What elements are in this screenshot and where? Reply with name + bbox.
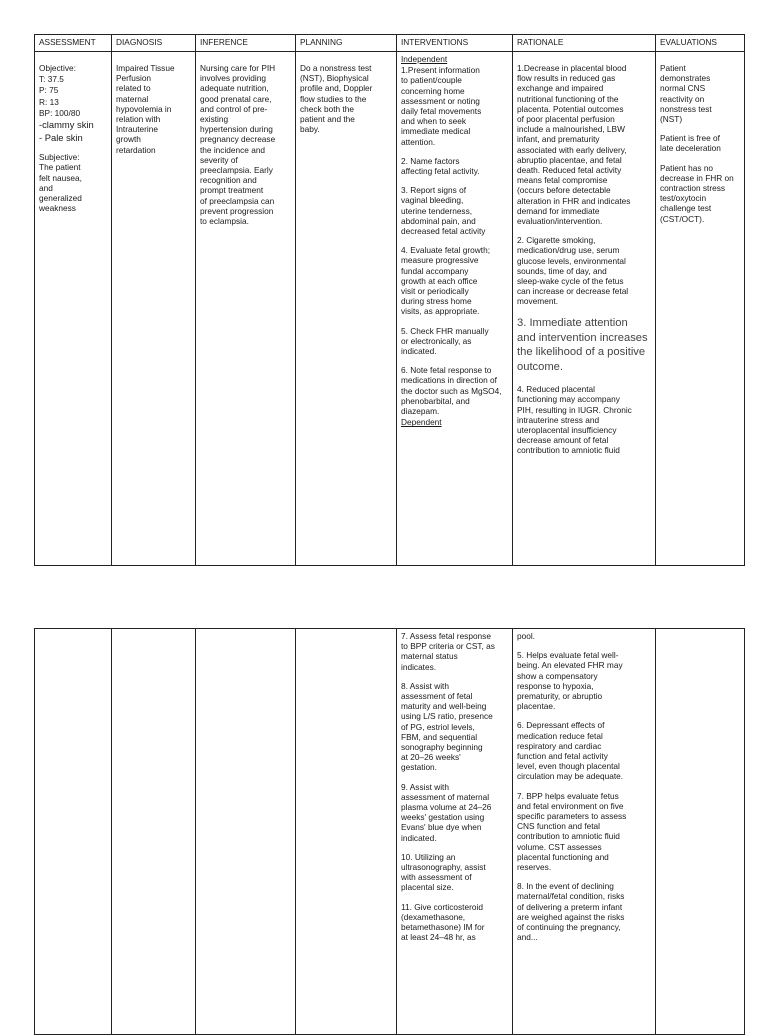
intervention-item: 11. Give corticosteroid (dexamethasone, betamethasone) IM for at least 24–48 hr, as	[401, 901, 485, 943]
rationale-item: 6. Depressant effects of medication reduce fetal respiratory and cardiac function and fetal activity level, even though placental circulation may be adequate.	[517, 720, 624, 782]
rationale-item: 1.Decrease in placental blood flow results in reduced gas exchange and impaired nutritional functioning of the placenta. Potential outcomes of poor placental perfusion include a malnourished, LBW infant, and prematurity associated with early delivery, abruptio placentae, and fetal death. Reduced fetal activity means fetal compromise (occurs before detectable alteration in FHR and indicates demand for immediate evaluation/intervention.	[517, 63, 631, 227]
interventions-cell	[397, 629, 513, 1035]
vital-temperature: T: 37.5	[39, 74, 64, 85]
subjective-finding: Subjective: The patient felt nausea, and generalized weakness	[39, 152, 82, 214]
rationale-item: 4. Reduced placental functioning may accompany PIH, resulting in IUGR. Chronic intrauterine stress and uteroplacental insufficiency decrease amount of fetal contribution to amniotic fluid	[517, 384, 632, 456]
intervention-item: 4. Evaluate fetal growth; measure progressive fundal accompany growth at each office visit or periodically during stress home visits, as appropriate.	[401, 245, 491, 317]
header-diagnosis: DIAGNOSIS	[112, 35, 196, 52]
table-row	[35, 629, 745, 1035]
rationale-item: 7. BPP helps evaluate fetus and fetal environment on five specific parameters to assess CNS function and fetal contribution to amniotic fluid volume. CST assesses placental functioning and reserves.	[517, 790, 627, 873]
rationale-item: pool.	[517, 631, 535, 641]
care-plan-table-page-1	[34, 34, 745, 566]
intervention-item: 7. Assess fetal response to BPP criteria or CST, as maternal status indicates.	[401, 631, 495, 672]
rationale-cell	[513, 629, 656, 1035]
intervention-item: 3. Report signs of vaginal bleeding, uterine tenderness, abdominal pain, and decreased fetal activity	[401, 185, 486, 237]
care-plan-table-page-2	[34, 628, 745, 1035]
rationale-cell	[513, 52, 656, 566]
vital-blood-pressure: BP: 100/80	[39, 107, 81, 118]
assessment-cell	[35, 52, 112, 566]
inference-cell	[196, 629, 296, 1035]
intervention-item: 1.Present information to patient/couple concerning home assessment or noting daily fetal movements and when to seek immediate medical attention.	[401, 65, 482, 147]
header-evaluations: EVALUATIONS	[656, 35, 745, 52]
evaluation-item: Patient has no decrease in FHR on contraction stress test/oxytocin challenge test (CST/OCT).	[660, 162, 734, 224]
header-rationale: RATIONALE	[513, 35, 656, 52]
independent-label: Independent	[401, 54, 448, 64]
intervention-item: 8. Assist with assessment of fetal maturity and well-being using L/S ratio, presence of PG, estriol levels, FBM, and sequential sonography beginning at 20–26 weeks' gestation.	[401, 680, 493, 773]
header-interventions: INTERVENTIONS	[397, 35, 513, 52]
evaluations-cell	[656, 629, 745, 1035]
planning-cell	[296, 629, 397, 1035]
evaluation-item: Patient is free of late deceleration	[660, 133, 721, 154]
skin-finding: - Pale skin	[39, 131, 83, 143]
diagnosis-cell	[112, 52, 196, 566]
intervention-item: 2. Name factors affecting fetal activity.	[401, 155, 480, 177]
intervention-item: 10. Utilizing an ultrasonography, assist with assessment of placental size.	[401, 851, 486, 893]
skin-finding: -clammy skin	[39, 119, 94, 131]
intervention-item: 9. Assist with assessment of maternal plasma volume at 24–26 weeks' gestation using Evans' blue dye when indicated.	[401, 781, 492, 843]
interventions-cell	[397, 52, 513, 566]
rationale-item: 5. Helps evaluate fetal well- being. An elevated FHR may show a compensatory response to hypoxia, prematurity, or abruptio placentae.	[517, 650, 623, 712]
rationale-item: 2. Cigarette smoking, medication/drug use, serum glucose levels, environmental sounds, time of day, and sleep-wake cycle of the fetus can increase or decrease fetal movement.	[517, 235, 629, 307]
vital-respiration: R: 13	[39, 96, 59, 107]
table-row	[35, 52, 745, 566]
objective-label: Objective:	[39, 63, 76, 73]
inference-text: Nursing care for PIH involves providing adequate nutrition, good prenatal care, and control of pre- existing hypertension during pregnancy decrease the incidence and severity of preeclampsia. Early recognition and prompt treatment of preeclampsia can prevent progression to eclampsia.	[200, 63, 276, 227]
header-inference: INFERENCE	[196, 35, 296, 52]
intervention-item: 5. Check FHR manually or electronically, as indicated.	[401, 325, 489, 357]
evaluations-cell	[656, 52, 745, 566]
rationale-item: 8. In the event of declining maternal/fetal condition, risks of delivering a preterm infant are weighed against the risks of continuing the pregnancy, and...	[517, 881, 625, 943]
vital-pulse: P: 75	[39, 85, 59, 96]
diagnosis-text: Impaired Tissue Perfusion related to maternal hypovolemia in relation with Intrauterine growth retardation	[116, 63, 175, 155]
diagnosis-cell	[112, 629, 196, 1035]
evaluation-item: Patient demonstrates normal CNS reactivity on nonstress test (NST)	[660, 63, 712, 125]
planning-cell	[296, 52, 397, 566]
header-row	[35, 35, 745, 52]
header-planning: PLANNING	[296, 35, 397, 52]
dependent-label: Dependent	[401, 417, 442, 428]
inference-cell	[196, 52, 296, 566]
intervention-item: 6. Note fetal response to medications in direction of the doctor such as MgSO4, phenobarbital, and diazepam.	[401, 365, 502, 417]
assessment-cell	[35, 629, 112, 1035]
header-assessment: ASSESSMENT	[35, 35, 112, 52]
rationale-highlight: 3. Immediate attention and intervention increases the likelihood of a positive outcome.	[517, 316, 648, 374]
planning-text: Do a nonstress test (NST), Biophysical profile and, Doppler flow studies to the check both the patient and the baby.	[300, 63, 373, 135]
